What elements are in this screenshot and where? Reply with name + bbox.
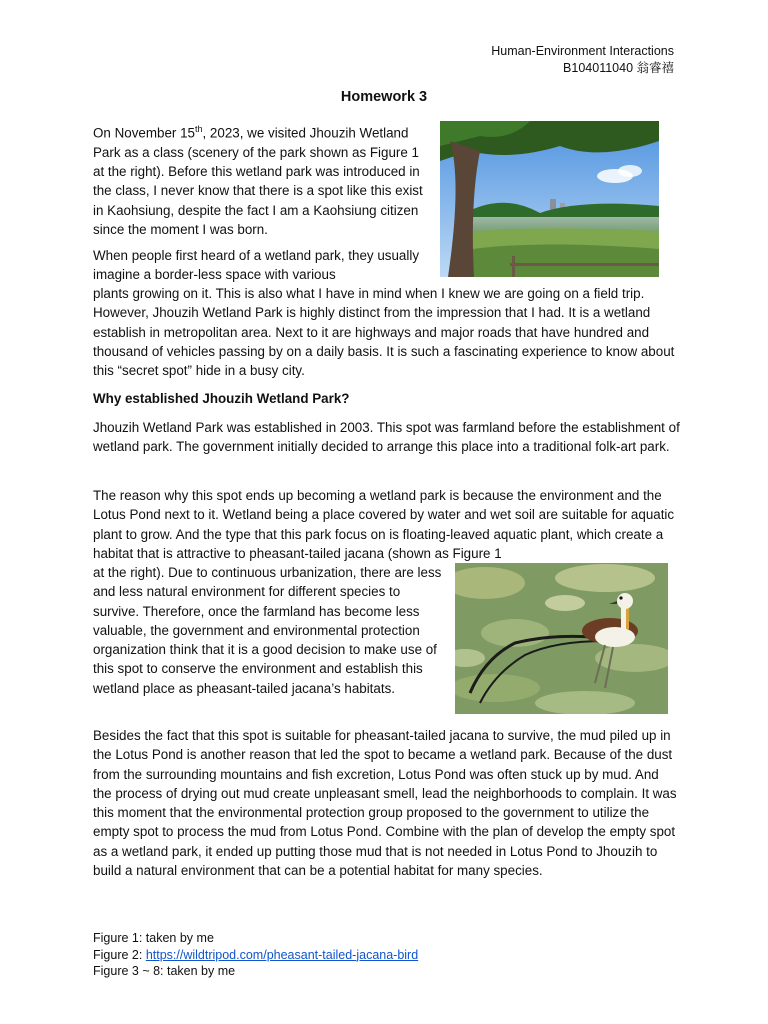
intro-superscript: th [194, 124, 203, 134]
paragraph-intro [93, 120, 433, 239]
paragraph-3: Jhouzih Wetland Park was established in 2003. This spot was farmland before the establishment of wetland park. The government initially decided to arrange this place into a traditional folk-art park. [93, 420, 680, 455]
student-id-name: B104011040 翁睿禧 [563, 61, 674, 75]
figure-credits [93, 930, 418, 980]
figure-2-source-link[interactable]: https://wildtripod.com/pheasant-tailed-jacana-bird [145, 947, 419, 962]
paragraph-5: Besides the fact that this spot is suitable for pheasant-tailed jacana to survive, the mud piled up in the Lotus Pond is another reason that led the spot to became a wetland park. Because of the dust from the surrounding mountains and fish excretion, Lotus Pond was often stuck up by mud. And the process of drying out mud create unpleasant smell, lead the neighborhoods to complain. It was this moment that the environmental protection group proposed to the government to utilize the empty spot to process the mud from Lotus Pond. Combine with the plan of develop the empty spot as a wetland park, it ended up putting those mud that is not needed in Lotus Pond to Jhouzih to build a natural environment that can be a potential habitat for many species. [93, 728, 677, 879]
jacana-bird-photo [455, 563, 668, 714]
course-name: Human-Environment Interactions [491, 44, 674, 58]
page-header [491, 43, 674, 77]
wetland-scenery-photo [440, 121, 659, 277]
paragraph-2-wrapped: When people first heard of a wetland park, they usually imagine a border-less space with various [93, 248, 420, 283]
figure-1-credit: Figure 1: taken by me [93, 931, 214, 945]
paragraph-4-wrapped: at the right). Due to continuous urbanization, there are less and less natural environment for different species to survive. Therefore, once the farmland has become less valuable, the government and environmental protection organization think that it is a good decision to make use of this spot to conserve the environment and establish this wetland place as pheasant-tailed jacana’s habitats. [93, 565, 442, 696]
paragraph-4-full: The reason why this spot ends up becoming a wetland park is because the environment and the Lotus Pond next to it. Wetland being a place covered by water and wet soil are suitable for aquatic plant to grow. And the type that this park focus on is floating-leaved aquatic plant, which create a habitat that is attractive to pheasant-tailed jacana (shown as Figure 1 [93, 488, 675, 561]
figure-2-credit [93, 947, 418, 964]
paragraph-2-full: plants growing on it. This is also what I have in mind when I knew we are going on a field trip. However, Jhouzih Wetland Park is highly distinct from the impression that I had. It is a wetland establish in metropolitan area. Next to it are highways and major roads that have hundred and thousand of vehicles passing by on a daily basis. It is such a fascinating experience to know about this “secret spot” hide in a busy city. [93, 286, 675, 379]
page-title: Homework 3 [340, 89, 428, 105]
intro-text-a: On November 15 [93, 125, 195, 141]
section-heading: Why established Jhouzih Wetland Park? [93, 391, 350, 406]
figure-2-prefix: Figure 2: [93, 947, 146, 962]
intro-text-b: , 2023, we visited Jhouzih Wetland Park as a class (scenery of the park shown as Figure 1 at the right). Before this wetland park was introduced in the class, I never know that there is a spot like this exist in Kaohsiung, despite the fact I am a Kaohsiung citizen since the moment I was born. [93, 125, 423, 237]
figure-3-8-credit: Figure 3 ~ 8: taken by me [93, 964, 236, 978]
